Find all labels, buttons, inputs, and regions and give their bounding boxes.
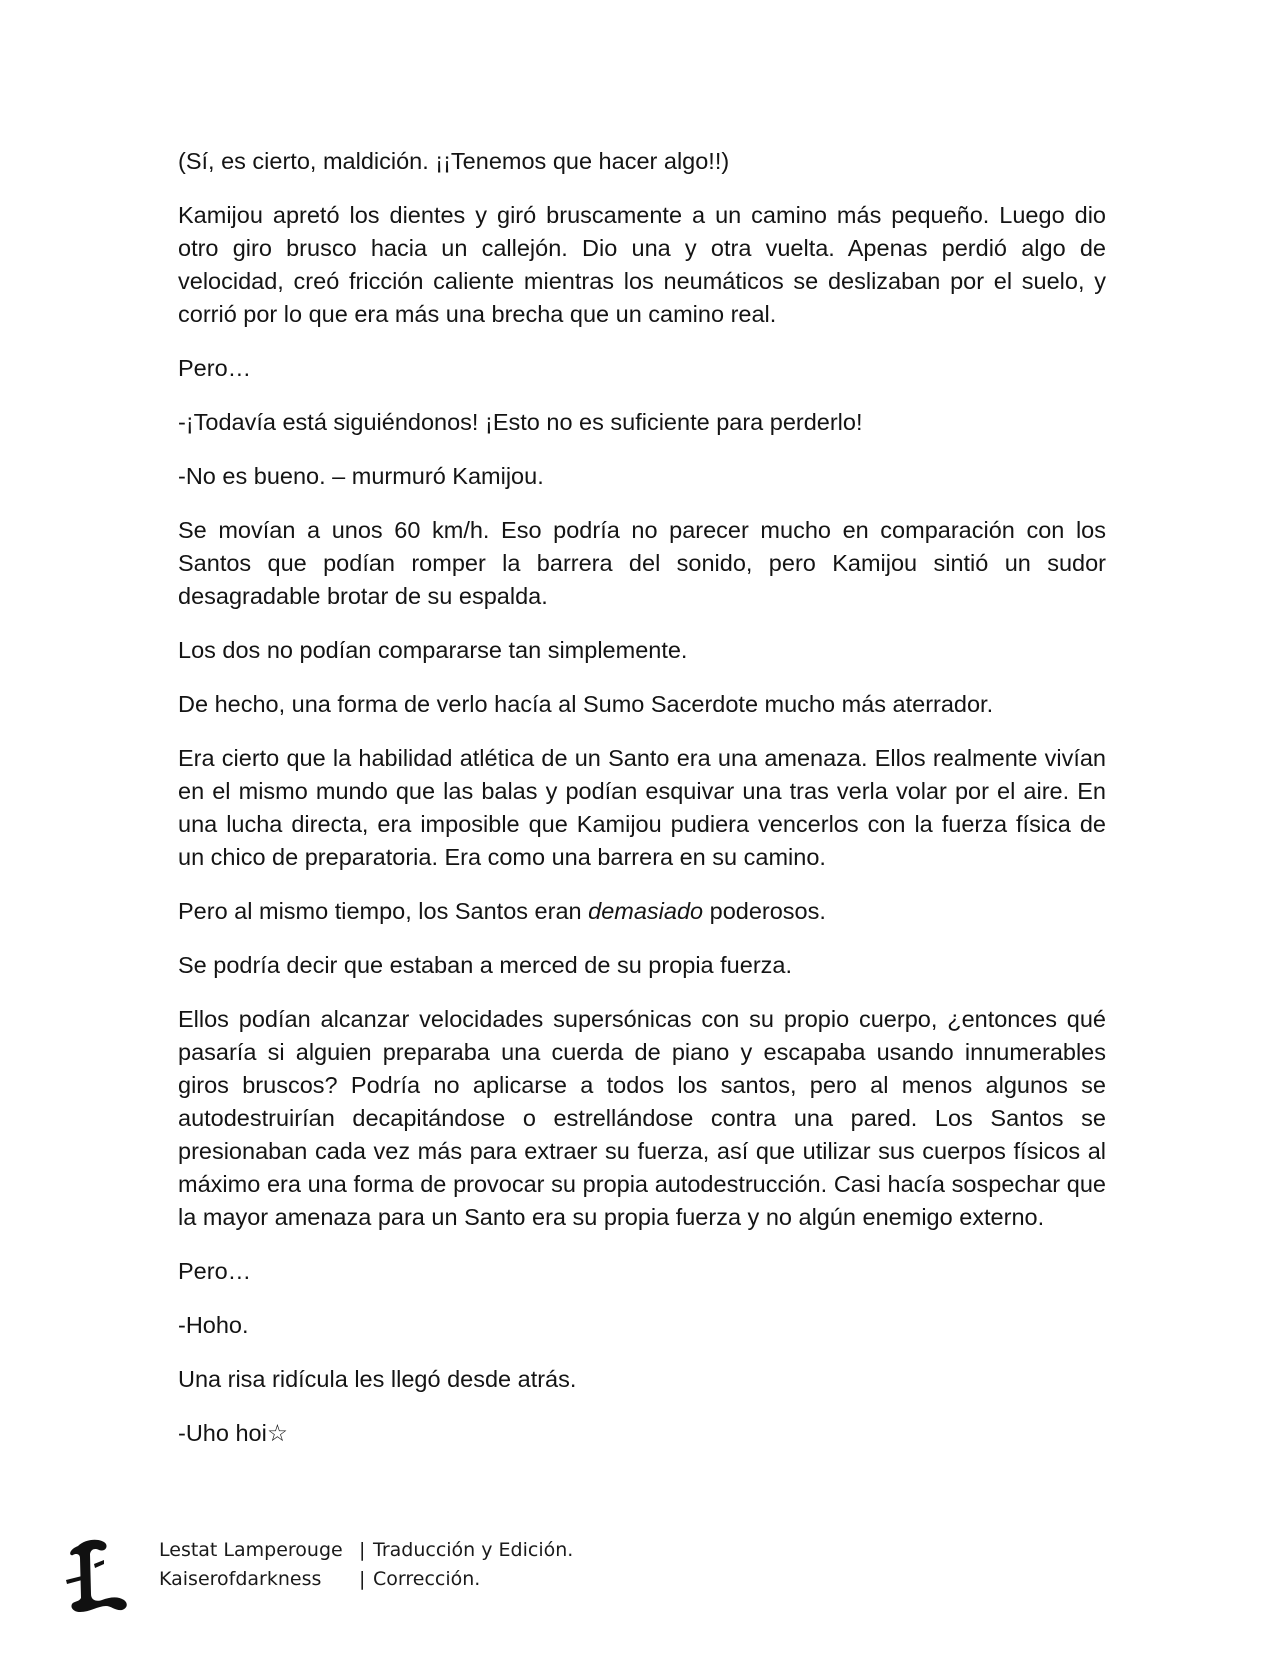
page-footer — [64, 1536, 764, 1616]
paragraph-1: (Sí, es cierto, maldición. ¡¡Tenemos que hacer algo!!) — [178, 148, 730, 174]
credit-name: Lestat Lamperouge — [159, 1539, 343, 1561]
credits — [159, 1536, 573, 1594]
paragraph-13: Pero… — [178, 1258, 252, 1284]
paragraph-16: -Uho hoi☆ — [178, 1420, 288, 1446]
gothic-letter-l-icon — [64, 1536, 134, 1616]
credit-name: Kaiserofdarkness — [159, 1568, 322, 1590]
emphasis-text: demasiado — [588, 898, 704, 924]
paragraph-9: Era cierto que la habilidad atlética de un Santo era una amenaza. Ellos realmente vivían en el mismo mundo que las balas y podían esquivar una tras verla volar por el aire. En una lucha directa, era imposible que Kamijou pudiera vencerlos con la fuerza física de un chico de preparatoria. Era como una barrera en su camino. — [178, 745, 1106, 870]
paragraph-5: -No es bueno. – murmuró Kamijou. — [178, 463, 544, 489]
paragraph-3: Pero… — [178, 355, 252, 381]
paragraph-2: Kamijou apretó los dientes y giró bruscamente a un camino más pequeño. Luego dio otro giro brusco hacia un callejón. Dio una y otra vuelta. Apenas perdió algo de velocidad, creó fricción caliente mientras los neumáticos se deslizaban por el suelo, y corrió por lo que era más una brecha que un camino real. — [178, 202, 1106, 327]
paragraph-6: Se movían a unos 60 km/h. Eso podría no parecer mucho en comparación con los Santos que podían romper la barrera del sonido, pero Kamijou sintió un sudor desagradable brotar de su espalda. — [178, 517, 1106, 609]
paragraph-10-after: poderosos. — [703, 898, 826, 924]
credit-separator: | — [359, 1539, 366, 1561]
credit-role: Corrección. — [373, 1568, 481, 1590]
paragraph-7: Los dos no podían compararse tan simplemente. — [178, 637, 688, 663]
paragraph-10 — [178, 895, 1106, 928]
paragraph-10-before: Pero al mismo tiempo, los Santos eran — [178, 898, 589, 924]
paragraph-8: De hecho, una forma de verlo hacía al Sumo Sacerdote mucho más aterrador. — [178, 691, 994, 717]
paragraph-14: -Hoho. — [178, 1312, 249, 1338]
credit-role: Traducción y Edición. — [373, 1539, 574, 1561]
paragraph-12: Ellos podían alcanzar velocidades supersónicas con su propio cuerpo, ¿entonces qué pasaría si alguien preparaba una cuerda de piano y escapaba usando innumerables giros bruscos? Podría no aplicarse a todos los santos, pero al menos algunos se autodestruirían decapitándose o estrellándose contra una pared. Los Santos se presionaban cada vez más para extraer su fuerza, así que utilizar sus cuerpos físicos al máximo era una forma de provocar su propia autodestrucción. Casi hacía sospechar que la mayor amenaza para un Santo era su propia fuerza y no algún enemigo externo. — [178, 1006, 1106, 1230]
credit-row — [159, 1536, 573, 1565]
credit-row — [159, 1565, 573, 1594]
document-body — [178, 145, 1106, 1471]
paragraph-11: Se podría decir que estaban a merced de su propia fuerza. — [178, 952, 792, 978]
paragraph-4: -¡Todavía está siguiéndonos! ¡Esto no es suficiente para perderlo! — [178, 409, 863, 435]
paragraph-15: Una risa ridícula les llegó desde atrás. — [178, 1366, 577, 1392]
credit-separator: | — [359, 1568, 366, 1590]
